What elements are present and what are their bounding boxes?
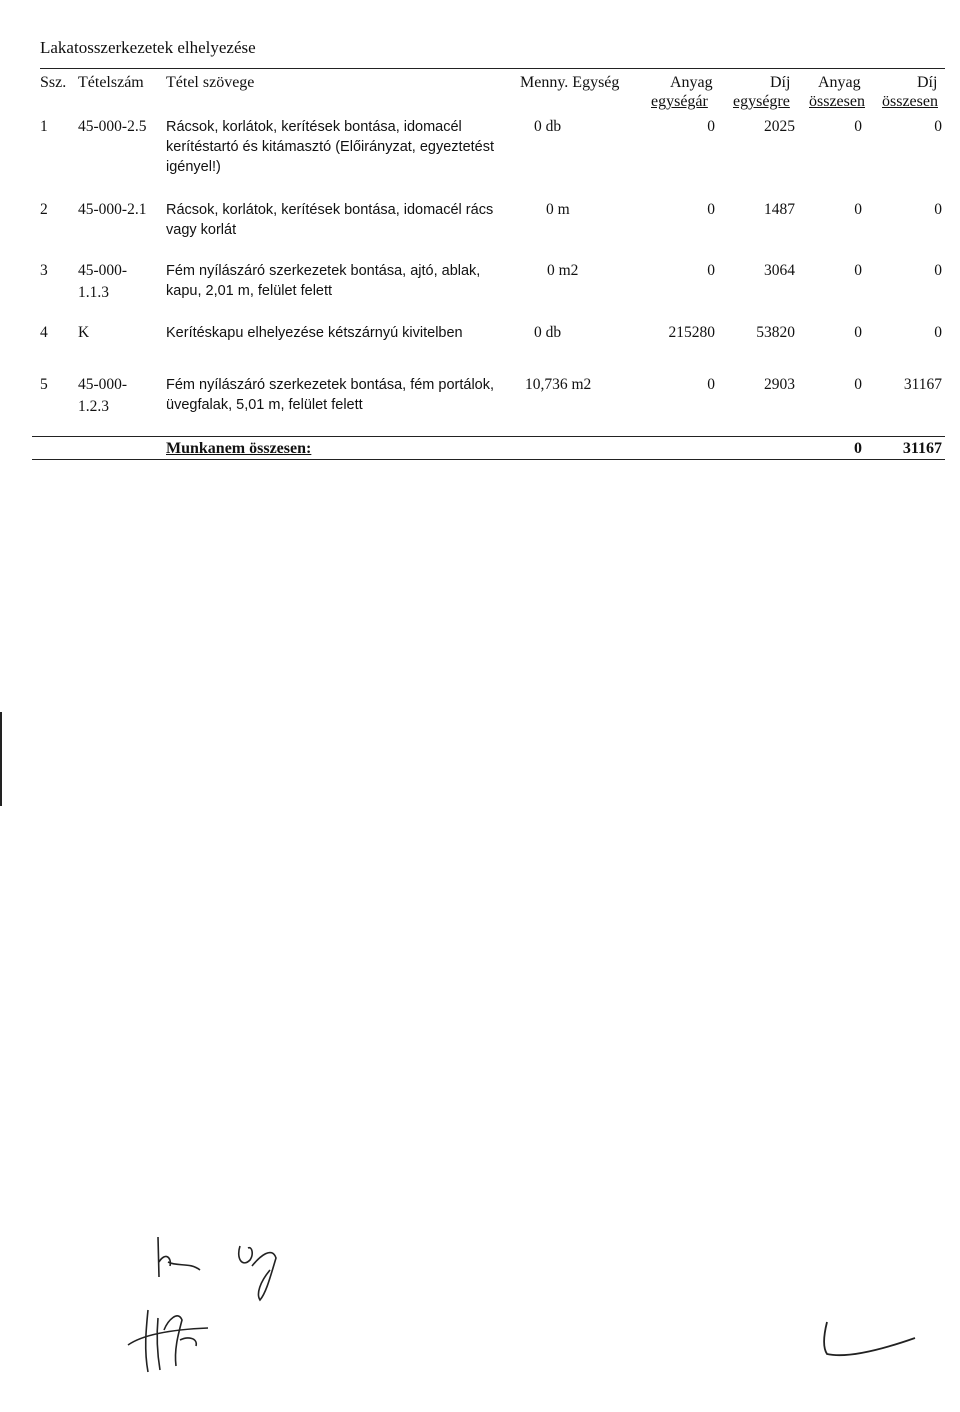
row-tetelszam-2: 1.2.3 [78,398,109,415]
row-ssz: 5 [40,376,48,393]
row-anyag-egysegar: 0 [707,201,715,218]
row-tetelszam: 45-000-2.1 [78,201,147,218]
header-dij-osszesen-1: Díj [917,74,938,91]
row-anyag-egysegar: 215280 [668,324,715,341]
row-ssz: 3 [40,262,48,279]
row-ssz: 1 [40,118,48,135]
row-menny: 10,736 m2 [525,376,592,393]
row-ssz: 2 [40,201,48,218]
signature-initials-2 [230,1238,290,1308]
row-ssz: 4 [40,324,48,341]
row-anyag-osszesen: 0 [854,376,862,393]
row-desc: Rácsok, korlátok, kerítések bontása, idomacél kerítéstartó és kitámasztó (Előirányzat, egyeztetést igényel!) [166,119,494,175]
row-dij-egysegre: 53820 [756,324,795,341]
signature-initials-1 [150,1232,220,1282]
row-desc: Fém nyílászáró szerkezetek bontása, ajtó, ablak, kapu, 2,01 m, felület felett [166,263,481,299]
row-anyag-osszesen: 0 [854,201,862,218]
header-menny-egyseg: Menny. Egység [520,74,620,91]
row-dij-egysegre: 1487 [764,201,795,218]
row-tetelszam: K [78,324,90,341]
row-menny: 0 m [546,201,570,218]
header-dij-egysegre-2: egységre [733,93,790,110]
row-desc: Fém nyílászáró szerkezetek bontása, fém portálok, üvegfalak, 5,01 m, felület felett [166,377,495,413]
row-tetelszam-2: 1.1.3 [78,284,109,301]
header-anyag-egysegar-2: egységár [651,93,708,110]
header-tetel-szovege: Tétel szövege [166,74,255,91]
row-desc: Rácsok, korlátok, kerítések bontása, idomacél rács vagy korlát [166,202,494,238]
header-anyag-egysegar-1: Anyag [670,74,713,91]
header-ssz: Ssz. [40,74,67,91]
summary-top-rule [32,436,945,437]
header-dij-osszesen-2: összesen [882,93,938,110]
row-anyag-egysegar: 0 [707,262,715,279]
row-tetelszam: 45-000- [78,262,128,279]
row-desc: Kerítéskapu elhelyezése kétszárnyú kivitelben [166,325,463,341]
row-dij-osszesen: 31167 [903,376,942,393]
signature-stroke [815,1318,925,1368]
row-dij-osszesen: 0 [934,324,942,341]
row-dij-egysegre: 3064 [764,262,795,279]
row-menny: 0 db [534,118,562,135]
summary-label: Munkanem összesen: [166,440,312,457]
summary-anyag-osszesen: 0 [854,440,862,457]
summary-dij-osszesen: 31167 [902,440,942,457]
row-anyag-osszesen: 0 [854,324,862,341]
header-tetelszam: Tételszám [78,74,144,91]
scan-edge-line [0,712,2,806]
row-tetelszam: 45-000- [78,376,128,393]
row-menny: 0 m2 [547,262,579,279]
header-top-rule [40,68,945,69]
row-dij-osszesen: 0 [934,118,942,135]
row-tetelszam: 45-000-2.5 [78,118,147,135]
header-anyag-osszesen-2: összesen [809,93,865,110]
row-dij-osszesen: 0 [934,262,942,279]
row-dij-osszesen: 0 [934,201,942,218]
row-anyag-osszesen: 0 [854,262,862,279]
header-anyag-osszesen-1: Anyag [818,74,861,91]
row-menny: 0 db [534,324,562,341]
row-anyag-egysegar: 0 [707,376,715,393]
row-dij-egysegre: 2903 [764,376,795,393]
row-dij-egysegre: 2025 [764,118,795,135]
document-title: Lakatosszerkezetek elhelyezése [40,38,256,57]
summary-bottom-rule [32,459,945,460]
signature-main [118,1300,218,1380]
row-anyag-egysegar: 0 [707,118,715,135]
row-anyag-osszesen: 0 [854,118,862,135]
header-dij-egysegre-1: Díj [770,74,791,91]
